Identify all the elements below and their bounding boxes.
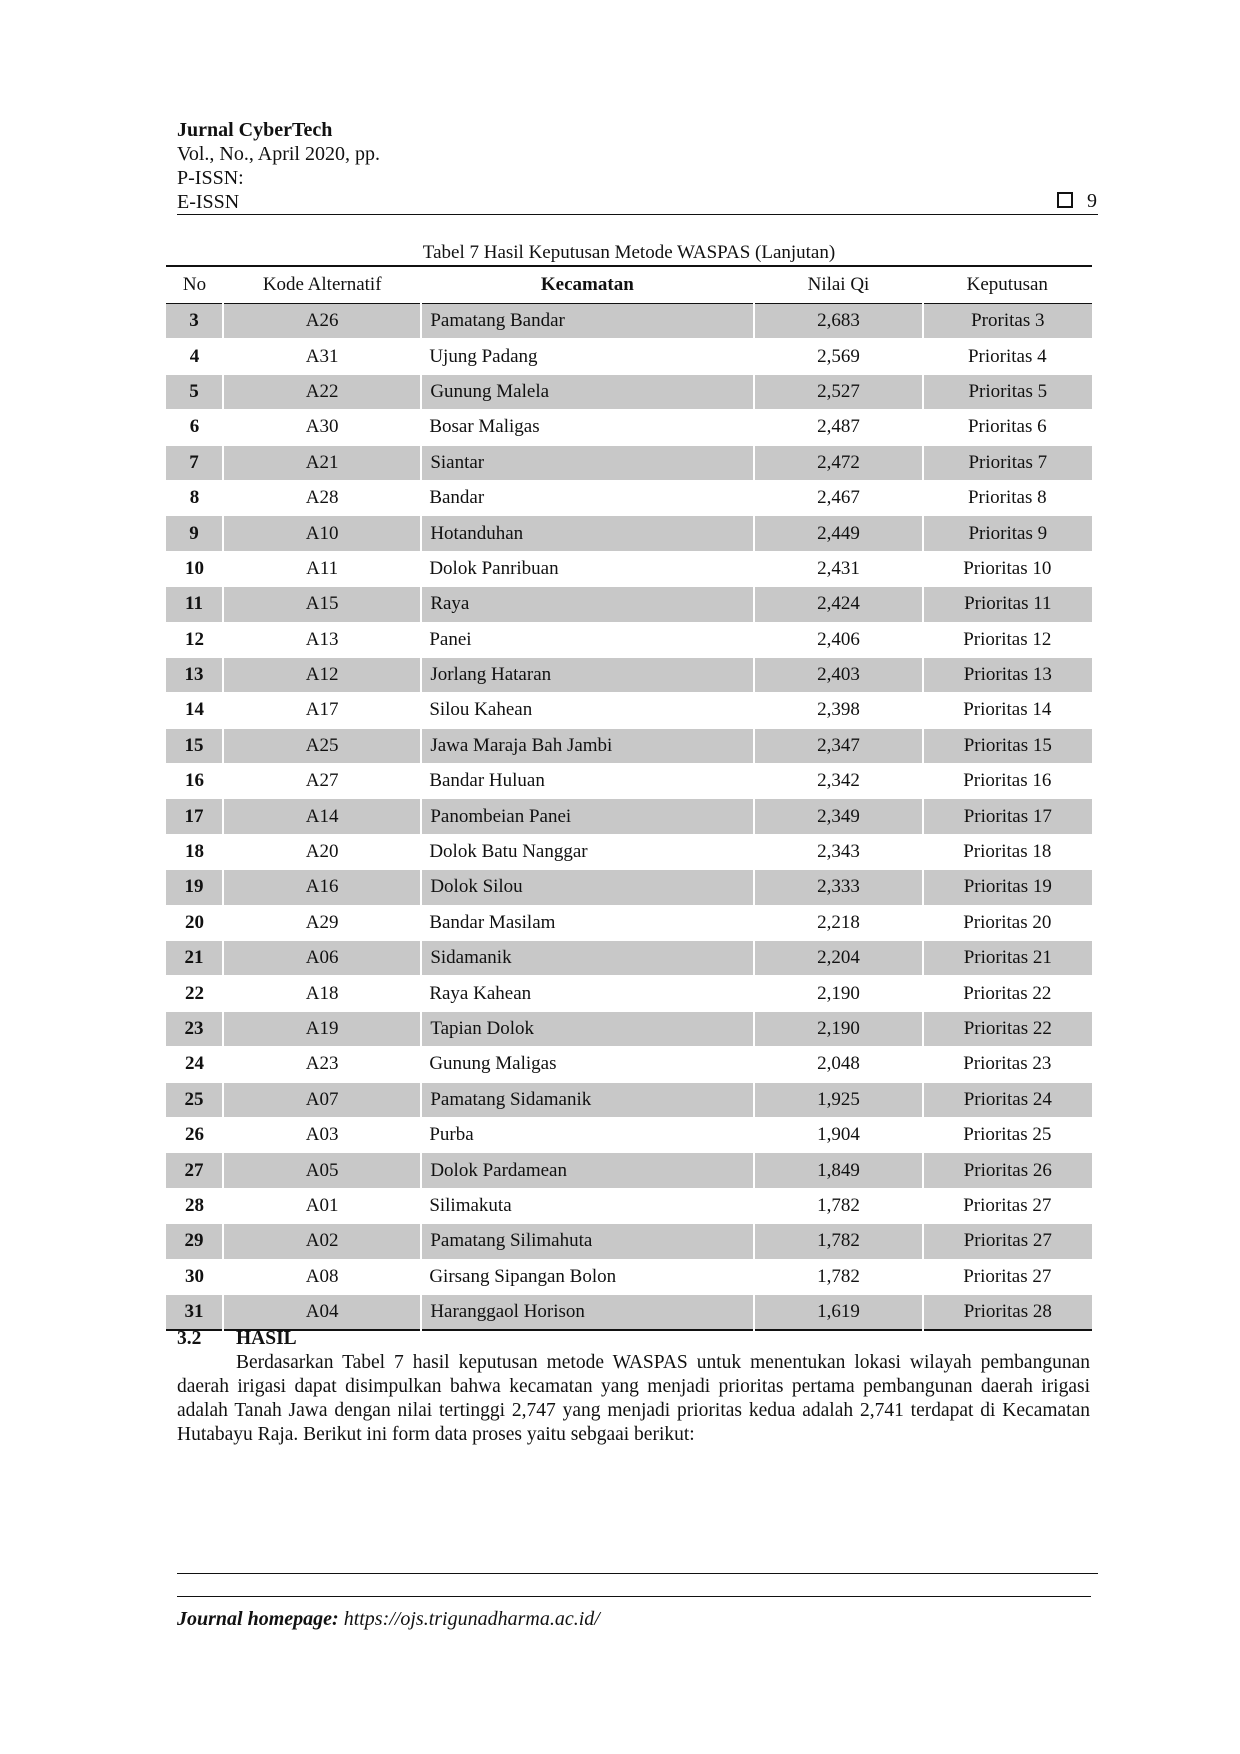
cell-keputusan: Prioritas 15	[923, 728, 1092, 763]
cell-nilai: 2,527	[754, 374, 922, 409]
cell-no: 22	[166, 976, 223, 1011]
cell-kecamatan: Gunung Malela	[421, 374, 754, 409]
table-row	[166, 1011, 1092, 1046]
table-row	[166, 1188, 1092, 1223]
section-heading	[177, 1327, 1090, 1351]
cell-no: 12	[166, 622, 223, 657]
footer-url: https://ojs.trigunadharma.ac.id/	[343, 1608, 600, 1630]
table-row	[166, 1153, 1092, 1188]
page-number: 9	[1087, 190, 1097, 212]
table-row	[166, 551, 1092, 586]
cell-nilai: 2,569	[754, 339, 922, 374]
table-row	[166, 1259, 1092, 1294]
cell-no: 25	[166, 1082, 223, 1117]
cell-keputusan: Proritas 3	[923, 304, 1092, 339]
cell-no: 14	[166, 693, 223, 728]
table-row	[166, 1224, 1092, 1259]
cell-nilai: 2,190	[754, 976, 922, 1011]
cell-kecamatan: Pamatang Silimahuta	[421, 1224, 754, 1259]
cell-no: 17	[166, 799, 223, 834]
cell-keputusan: Prioritas 12	[923, 622, 1092, 657]
cell-kode: A31	[223, 339, 421, 374]
cell-kecamatan: Tapian Dolok	[421, 1011, 754, 1046]
table-row	[166, 516, 1092, 551]
cell-keputusan: Prioritas 28	[923, 1294, 1092, 1330]
table-row	[166, 728, 1092, 763]
table-row	[166, 799, 1092, 834]
cell-kecamatan: Ujung Padang	[421, 339, 754, 374]
cell-no: 3	[166, 304, 223, 339]
column-header-kecamatan: Kecamatan	[421, 266, 754, 304]
cell-keputusan: Prioritas 21	[923, 941, 1092, 976]
table-row	[166, 693, 1092, 728]
cell-no: 13	[166, 657, 223, 692]
cell-kode: A05	[223, 1153, 421, 1188]
cell-nilai: 1,925	[754, 1082, 922, 1117]
cell-kode: A30	[223, 410, 421, 445]
cell-kode: A12	[223, 657, 421, 692]
cell-kode: A08	[223, 1259, 421, 1294]
cell-no: 7	[166, 445, 223, 480]
table-row	[166, 976, 1092, 1011]
cell-nilai: 2,333	[754, 870, 922, 905]
column-header-keputusan: Keputusan	[923, 266, 1092, 304]
cell-kecamatan: Bandar Huluan	[421, 764, 754, 799]
cell-keputusan: Prioritas 14	[923, 693, 1092, 728]
cell-no: 15	[166, 728, 223, 763]
cell-keputusan: Prioritas 13	[923, 657, 1092, 692]
cell-kecamatan: Girsang Sipangan Bolon	[421, 1259, 754, 1294]
cell-no: 23	[166, 1011, 223, 1046]
cell-nilai: 2,467	[754, 480, 922, 515]
cell-keputusan: Prioritas 7	[923, 445, 1092, 480]
cell-nilai: 2,190	[754, 1011, 922, 1046]
cell-nilai: 1,782	[754, 1188, 922, 1223]
table-row	[166, 622, 1092, 657]
cell-kode: A17	[223, 693, 421, 728]
cell-no: 11	[166, 587, 223, 622]
section-number: 3.2	[177, 1328, 202, 1349]
table-row	[166, 587, 1092, 622]
cell-keputusan: Prioritas 17	[923, 799, 1092, 834]
cell-nilai: 2,204	[754, 941, 922, 976]
cell-kode: A23	[223, 1047, 421, 1082]
cell-kecamatan: Purba	[421, 1117, 754, 1152]
cell-keputusan: Prioritas 22	[923, 1011, 1092, 1046]
journal-pissn: P-ISSN:	[177, 167, 244, 189]
cell-kode: A14	[223, 799, 421, 834]
cell-nilai: 2,683	[754, 304, 922, 339]
section-title: HASIL	[236, 1328, 297, 1349]
checkbox-square-icon	[1057, 192, 1073, 208]
journal-volume: Vol., No., April 2020, pp.	[177, 143, 380, 165]
cell-kecamatan: Panombeian Panei	[421, 799, 754, 834]
cell-kecamatan: Raya	[421, 587, 754, 622]
cell-kode: A01	[223, 1188, 421, 1223]
journal-title: Jurnal CyberTech	[177, 119, 333, 141]
table-row	[166, 339, 1092, 374]
cell-keputusan: Prioritas 24	[923, 1082, 1092, 1117]
cell-kecamatan: Dolok Pardamean	[421, 1153, 754, 1188]
cell-kecamatan: Pamatang Bandar	[421, 304, 754, 339]
table-body	[166, 304, 1092, 1331]
cell-keputusan: Prioritas 26	[923, 1153, 1092, 1188]
cell-no: 27	[166, 1153, 223, 1188]
cell-keputusan: Prioritas 27	[923, 1259, 1092, 1294]
cell-no: 30	[166, 1259, 223, 1294]
table-header-row	[166, 266, 1092, 304]
column-header-nilai: Nilai Qi	[754, 266, 922, 304]
cell-no: 20	[166, 905, 223, 940]
table-row	[166, 480, 1092, 515]
cell-kode: A10	[223, 516, 421, 551]
table-caption: Tabel 7 Hasil Keputusan Metode WASPAS (Lanjutan)	[422, 242, 836, 263]
table-row	[166, 870, 1092, 905]
table-row	[166, 905, 1092, 940]
cell-kecamatan: Silimakuta	[421, 1188, 754, 1223]
cell-kode: A25	[223, 728, 421, 763]
cell-keputusan: Prioritas 6	[923, 410, 1092, 445]
cell-keputusan: Prioritas 25	[923, 1117, 1092, 1152]
column-header-kode: Kode Alternatif	[223, 266, 421, 304]
section-paragraph: Berdasarkan Tabel 7 hasil keputusan metode WASPAS untuk menentukan lokasi wilayah pembangunan daerah irigasi dapat disimpulkan bahwa kecamatan yang menjadi prioritas pertama pembangunan daerah irigasi adalah Tanah Jawa dengan nilai tertinggi 2,747 yang menjadi prioritas kedua adalah 2,741 terdapat di Kecamatan Hutabayu Raja. Berikut ini form data proses yaitu sebgaai berikut:	[177, 1352, 1090, 1445]
cell-keputusan: Prioritas 16	[923, 764, 1092, 799]
cell-keputusan: Prioritas 18	[923, 834, 1092, 869]
cell-nilai: 1,782	[754, 1259, 922, 1294]
cell-keputusan: Prioritas 27	[923, 1224, 1092, 1259]
table-row	[166, 445, 1092, 480]
results-section	[177, 1327, 1090, 1447]
cell-nilai: 1,619	[754, 1294, 922, 1330]
cell-kode: A03	[223, 1117, 421, 1152]
cell-kecamatan: Pamatang Sidamanik	[421, 1082, 754, 1117]
table-row	[166, 941, 1092, 976]
header-divider	[177, 214, 1098, 215]
cell-kecamatan: Dolok Batu Nanggar	[421, 834, 754, 869]
cell-kode: A28	[223, 480, 421, 515]
cell-nilai: 2,449	[754, 516, 922, 551]
cell-no: 16	[166, 764, 223, 799]
cell-no: 29	[166, 1224, 223, 1259]
cell-nilai: 2,487	[754, 410, 922, 445]
cell-nilai: 1,849	[754, 1153, 922, 1188]
cell-no: 19	[166, 870, 223, 905]
cell-nilai: 2,218	[754, 905, 922, 940]
cell-kecamatan: Bandar	[421, 480, 754, 515]
cell-kode: A21	[223, 445, 421, 480]
cell-keputusan: Prioritas 19	[923, 870, 1092, 905]
cell-kode: A27	[223, 764, 421, 799]
cell-no: 18	[166, 834, 223, 869]
cell-kode: A20	[223, 834, 421, 869]
cell-nilai: 2,342	[754, 764, 922, 799]
cell-kode: A11	[223, 551, 421, 586]
cell-keputusan: Prioritas 11	[923, 587, 1092, 622]
table-row	[166, 1047, 1092, 1082]
cell-no: 26	[166, 1117, 223, 1152]
table-row	[166, 1294, 1092, 1330]
cell-no: 31	[166, 1294, 223, 1330]
cell-no: 28	[166, 1188, 223, 1223]
cell-kode: A18	[223, 976, 421, 1011]
cell-keputusan: Prioritas 5	[923, 374, 1092, 409]
journal-eissn: E-ISSN	[177, 191, 240, 213]
cell-kode: A26	[223, 304, 421, 339]
cell-kecamatan: Siantar	[421, 445, 754, 480]
cell-keputusan: Prioritas 8	[923, 480, 1092, 515]
cell-kecamatan: Dolok Panribuan	[421, 551, 754, 586]
cell-kecamatan: Jawa Maraja Bah Jambi	[421, 728, 754, 763]
cell-nilai: 2,406	[754, 622, 922, 657]
cell-nilai: 2,398	[754, 693, 922, 728]
cell-kode: A13	[223, 622, 421, 657]
cell-kecamatan: Bandar Masilam	[421, 905, 754, 940]
cell-kode: A16	[223, 870, 421, 905]
cell-kode: A15	[223, 587, 421, 622]
cell-nilai: 1,904	[754, 1117, 922, 1152]
cell-keputusan: Prioritas 10	[923, 551, 1092, 586]
cell-nilai: 2,048	[754, 1047, 922, 1082]
table-row	[166, 1117, 1092, 1152]
cell-kode: A29	[223, 905, 421, 940]
table-row	[166, 374, 1092, 409]
cell-no: 21	[166, 941, 223, 976]
cell-kode: A07	[223, 1082, 421, 1117]
cell-kode: A19	[223, 1011, 421, 1046]
cell-keputusan: Prioritas 22	[923, 976, 1092, 1011]
cell-nilai: 2,472	[754, 445, 922, 480]
page-number-area	[1057, 190, 1097, 213]
table-row	[166, 834, 1092, 869]
cell-no: 10	[166, 551, 223, 586]
cell-no: 24	[166, 1047, 223, 1082]
cell-nilai: 1,782	[754, 1224, 922, 1259]
cell-kode: A02	[223, 1224, 421, 1259]
column-header-no: No	[166, 266, 223, 304]
cell-kecamatan: Bosar Maligas	[421, 410, 754, 445]
cell-kode: A04	[223, 1294, 421, 1330]
journal-header	[177, 118, 1097, 214]
cell-keputusan: Prioritas 9	[923, 516, 1092, 551]
cell-keputusan: Prioritas 4	[923, 339, 1092, 374]
cell-no: 9	[166, 516, 223, 551]
cell-nilai: 2,431	[754, 551, 922, 586]
cell-kecamatan: Raya Kahean	[421, 976, 754, 1011]
footer-label: Journal homepage:	[177, 1608, 339, 1630]
table-row	[166, 304, 1092, 339]
cell-kode: A06	[223, 941, 421, 976]
table-row	[166, 1082, 1092, 1117]
table-row	[166, 657, 1092, 692]
cell-nilai: 2,424	[754, 587, 922, 622]
cell-keputusan: Prioritas 23	[923, 1047, 1092, 1082]
cell-nilai: 2,343	[754, 834, 922, 869]
cell-kecamatan: Gunung Maligas	[421, 1047, 754, 1082]
cell-kecamatan: Jorlang Hataran	[421, 657, 754, 692]
cell-keputusan: Prioritas 20	[923, 905, 1092, 940]
cell-keputusan: Prioritas 27	[923, 1188, 1092, 1223]
results-table	[166, 265, 1092, 1331]
footer-divider-bottom	[177, 1596, 1091, 1597]
table-row	[166, 410, 1092, 445]
cell-kecamatan: Haranggaol Horison	[421, 1294, 754, 1330]
cell-kecamatan: Hotanduhan	[421, 516, 754, 551]
cell-no: 4	[166, 339, 223, 374]
footer-divider-top	[177, 1573, 1098, 1574]
cell-no: 6	[166, 410, 223, 445]
cell-nilai: 2,347	[754, 728, 922, 763]
table-row	[166, 764, 1092, 799]
cell-no: 5	[166, 374, 223, 409]
cell-kecamatan: Dolok Silou	[421, 870, 754, 905]
cell-kode: A22	[223, 374, 421, 409]
cell-kecamatan: Sidamanik	[421, 941, 754, 976]
cell-nilai: 2,349	[754, 799, 922, 834]
cell-nilai: 2,403	[754, 657, 922, 692]
journal-footer	[177, 1608, 600, 1631]
cell-kecamatan: Panei	[421, 622, 754, 657]
cell-kecamatan: Silou Kahean	[421, 693, 754, 728]
cell-no: 8	[166, 480, 223, 515]
